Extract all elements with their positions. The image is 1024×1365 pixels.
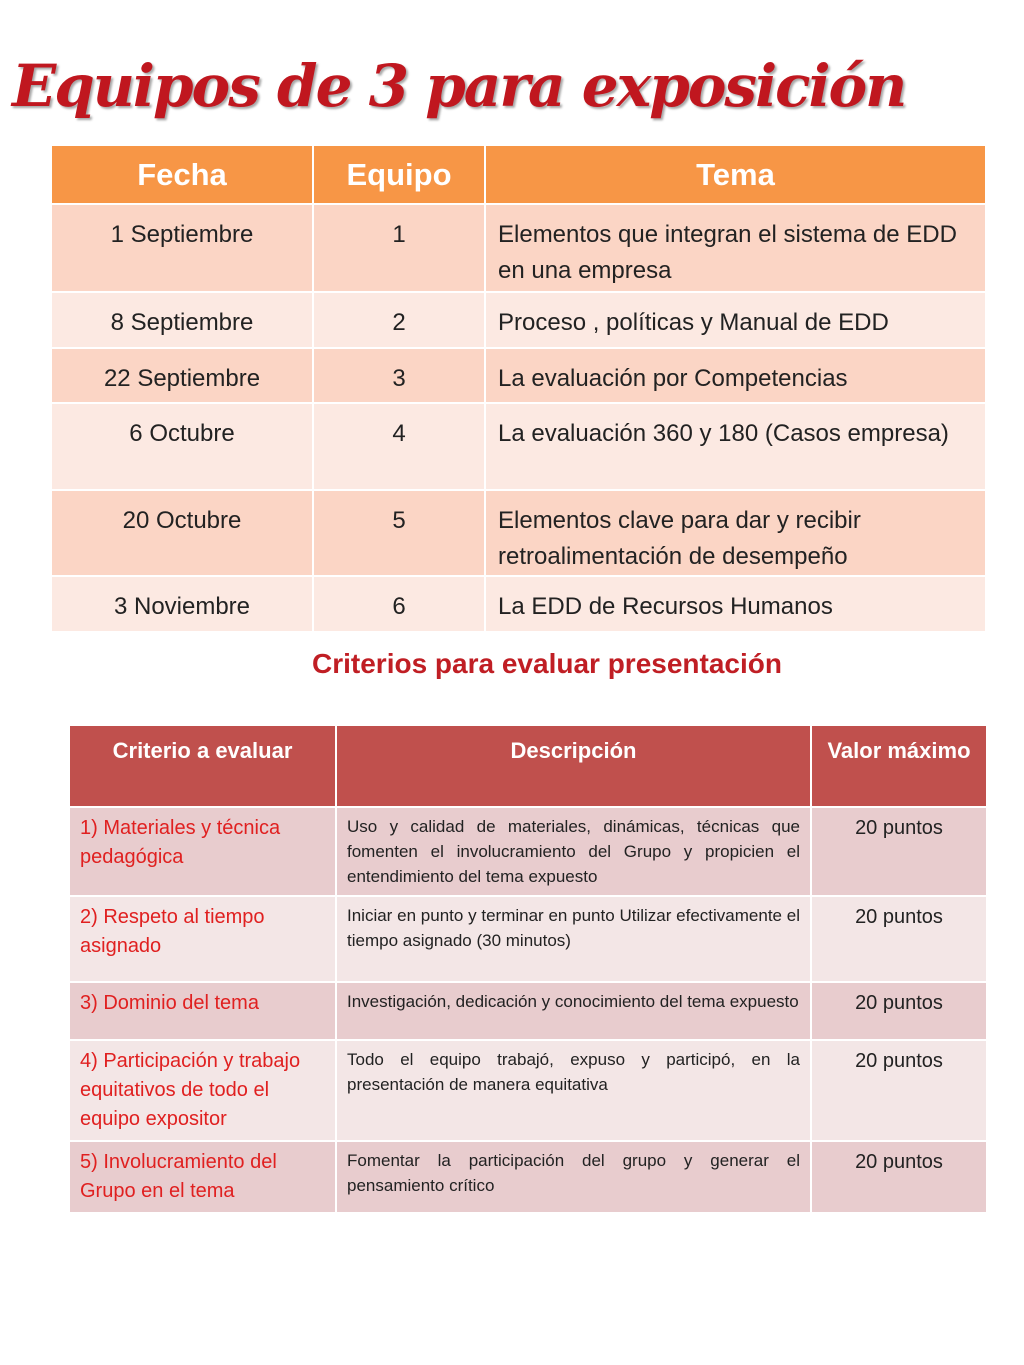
criterio-cell: 4) Participación y trabajo equitativos de todo el equipo expositor [69, 1040, 336, 1141]
fecha-cell: 8 Septiembre [51, 292, 313, 348]
valor-cell: 20 puntos [811, 1040, 987, 1141]
table-row [69, 1141, 987, 1213]
equipo-cell: 1 [313, 204, 485, 292]
valor-cell: 20 puntos [811, 1141, 987, 1213]
valor-cell: 20 puntos [811, 807, 987, 896]
criterio-cell: 2) Respeto al tiempo asignado [69, 896, 336, 982]
valor-cell: 20 puntos [811, 896, 987, 982]
header-descripcion: Descripción [336, 725, 811, 807]
criterio-cell: 5) Involucramiento del Grupo en el tema [69, 1141, 336, 1213]
fecha-cell: 6 Octubre [51, 403, 313, 490]
criteria-table [68, 724, 988, 1214]
table-row [51, 490, 986, 576]
fecha-cell: 20 Octubre [51, 490, 313, 576]
criterio-cell: 1) Materiales y técnica pedagógica [69, 807, 336, 896]
equipo-cell: 6 [313, 576, 485, 632]
fecha-cell: 22 Septiembre [51, 348, 313, 403]
table-row [69, 896, 987, 982]
fecha-cell: 1 Septiembre [51, 204, 313, 292]
descripcion-cell: Todo el equipo trabajó, expuso y participó, en la presentación de manera equitativa [336, 1040, 811, 1141]
table-row [51, 576, 986, 632]
tema-cell: La EDD de Recursos Humanos [485, 576, 986, 632]
tema-cell: La evaluación 360 y 180 (Casos empresa) [485, 403, 986, 490]
page-title: Equipos de 3 para exposición [12, 52, 906, 120]
table-row [69, 807, 987, 896]
tema-cell: La evaluación por Competencias [485, 348, 986, 403]
header-valor: Valor máximo [811, 725, 987, 807]
tema-cell: Elementos que integran el sistema de EDD en una empresa [485, 204, 986, 292]
descripcion-cell: Uso y calidad de materiales, dinámicas, técnicas que fomenten el involucramiento del Grupo y propicien el entendimiento del tema expuesto [336, 807, 811, 896]
header-equipo: Equipo [313, 145, 485, 204]
table-row [51, 403, 986, 490]
valor-cell: 20 puntos [811, 982, 987, 1040]
header-tema: Tema [485, 145, 986, 204]
descripcion-cell: Iniciar en punto y terminar en punto Utilizar efectivamente el tiempo asignado (30 minutos) [336, 896, 811, 982]
table-row [51, 348, 986, 403]
header-fecha: Fecha [51, 145, 313, 204]
header-criterio: Criterio a evaluar [69, 725, 336, 807]
tema-cell: Elementos clave para dar y recibir retroalimentación de desempeño [485, 490, 986, 576]
descripcion-cell: Fomentar la participación del grupo y generar el pensamiento crítico [336, 1141, 811, 1213]
tema-cell: Proceso , políticas y Manual de EDD [485, 292, 986, 348]
table-row [69, 982, 987, 1040]
equipo-cell: 5 [313, 490, 485, 576]
schedule-table [50, 144, 987, 633]
schedule-header-row [51, 145, 986, 204]
table-row [51, 204, 986, 292]
table-row [51, 292, 986, 348]
descripcion-cell: Investigación, dedicación y conocimiento del tema expuesto [336, 982, 811, 1040]
equipo-cell: 2 [313, 292, 485, 348]
table-row [69, 1040, 987, 1141]
criterio-cell: 3) Dominio del tema [69, 982, 336, 1040]
equipo-cell: 4 [313, 403, 485, 490]
equipo-cell: 3 [313, 348, 485, 403]
criteria-header-row [69, 725, 987, 807]
criteria-title: Criterios para evaluar presentación [312, 648, 782, 679]
fecha-cell: 3 Noviembre [51, 576, 313, 632]
